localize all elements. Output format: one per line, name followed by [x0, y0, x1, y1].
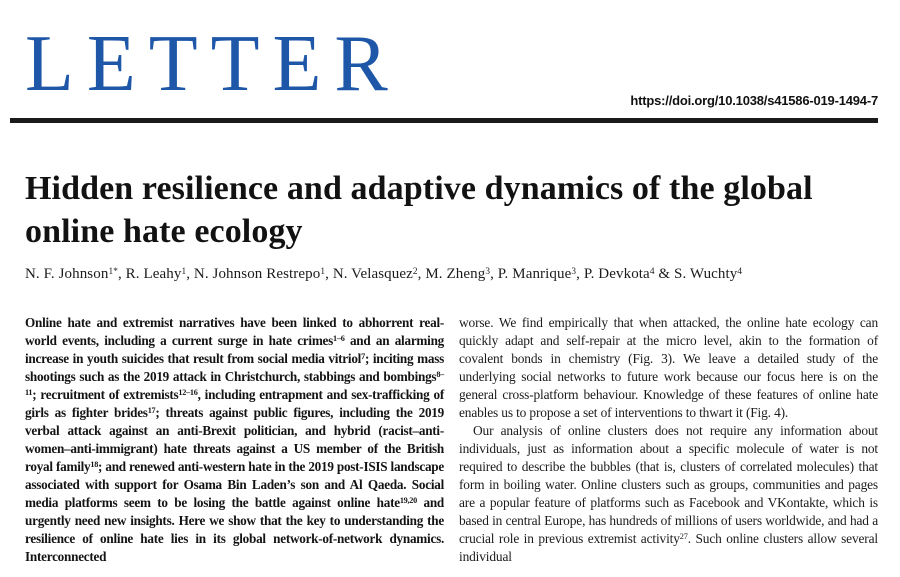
letter-header	[25, 0, 878, 112]
body-text-column	[459, 314, 878, 566]
article-title: Hidden resilience and adaptive dynamics of the global online hate ecology	[25, 170, 813, 250]
abstract-column	[25, 314, 444, 566]
article-content	[25, 167, 878, 564]
body-columns	[25, 314, 878, 564]
body-paragraph: Our analysis of online clusters does not require any information about individuals, just as information about a specific molecule of water is not required to describe the bubbles (that is, clusters of correlated molecules) that form in boiling water. Online clusters such as groups, communities and pages are a popular feature of platforms such as Facebook and VKontakte, which is based in central Europe, has hundreds of millions of users worldwide, and had a crucial role in previous extremist activity$^{27}$. Such online clusters allow several individual	[459, 423, 878, 564]
journal-section-label: LETTER	[25, 20, 401, 108]
header-double-rule	[10, 118, 878, 123]
doi-link[interactable]: https://doi.org/10.1038/s41586-019-1494-7	[630, 93, 878, 108]
abstract-paragraph: Online hate and extremist narratives have been linked to abhorrent real-world events, including a current surge in hate crimes$^{1-6}$ and an alarming increase in youth suicides that result from social media vitriol$^7$; inciting mass shootings such as the 2019 attack in Christchurch, stabbings and bombings$^{8-11}$; recruitment of extremists$^{12-16}$, including entrapment and sex-trafficking of girls as fighter brides$^{17}$; threats against public figures, including the 2019 verbal attack against an anti-Brexit politician, and hybrid (racist–anti-women–anti-immigrant) hate threats against a US member of the British royal family$^{18}$; and renewed anti-western hate in the 2019 post-ISIS landscape associated with support for Osama Bin Laden’s son and Al Qaeda. Social media platforms seem to be losing the battle against online hate$^{19,20}$ and urgently need new insights. Here we show that the key to understanding the resilience of online hate lies in its global network-of-network dynamics. Interconnected	[25, 315, 445, 564]
body-paragraph: worse. We find empirically that when attacked, the online hate ecology can quickly adapt and self-repair at the micro level, akin to the formation of covalent bonds in chemistry (Fig. 3). We leave a detailed study of the underlying social networks to future work because our focus here is on the general cross-platform behaviour. Knowledge of these features of online hate enables us to propose a set of interventions to thwart it (Fig. 4).	[459, 315, 878, 420]
author-list: N. F. Johnson$^{1*}$, R. Leahy$^1$, N. Johnson Restrepo$^1$, N. Velasquez$^2$, M. Zheng$^3$, P. Manrique$^3$, P. Devkota$^4$ & S. Wuchty$^4$	[25, 266, 743, 282]
